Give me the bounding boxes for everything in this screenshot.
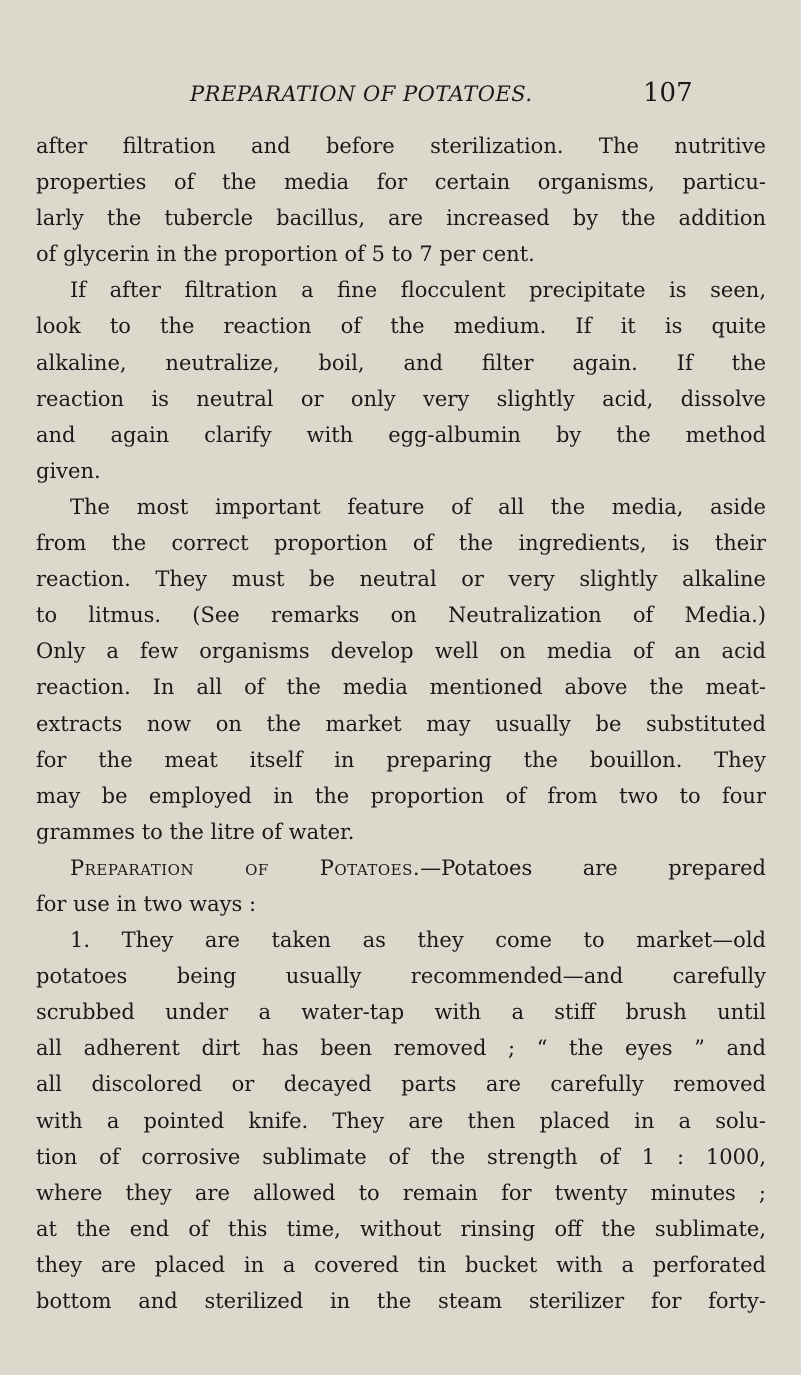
text-line: of glycerin in the proportion of 5 to 7 per cent. bbox=[36, 242, 535, 267]
running-title: PREPARATION OF POTATOES. bbox=[190, 82, 533, 106]
text-line: If after filtration a fine flocculent precipitate is seen, bbox=[70, 278, 766, 303]
text-line: tion of corrosive sublimate of the strength of 1 : 1000, bbox=[36, 1144, 766, 1169]
text-line: 1. They are taken as they come to market—old bbox=[70, 928, 766, 953]
text-line: with a pointed knife. They are then placed in a solu- bbox=[36, 1108, 766, 1133]
text-line: extracts now on the market may usually be substituted bbox=[36, 711, 766, 736]
text-line: reaction is neutral or only very slightly acid, dissolve bbox=[36, 386, 766, 411]
text-line: potatoes being usually recommended—and carefully bbox=[36, 964, 766, 989]
page-header bbox=[0, 78, 801, 118]
text-line: The most important feature of all the media, aside bbox=[70, 494, 766, 519]
text-line: to litmus. (See remarks on Neutralization of Media.) bbox=[36, 603, 766, 628]
text-line: look to the reaction of the medium. If it is quite bbox=[36, 314, 766, 339]
section-heading: Preparation of Potatoes. bbox=[70, 855, 421, 880]
text-line: where they are allowed to remain for twenty minutes ; bbox=[36, 1180, 766, 1205]
text-line: grammes to the litre of water. bbox=[36, 819, 355, 844]
text-line: after filtration and before sterilization. The nutritive bbox=[36, 134, 766, 158]
body-text bbox=[36, 128, 766, 1319]
text-line: properties of the media for certain organisms, particu- bbox=[36, 170, 766, 195]
text-line: at the end of this time, without rinsing off the sublimate, bbox=[36, 1216, 766, 1241]
text-line: and again clarify with egg-albumin by the method bbox=[36, 422, 766, 447]
text-line: reaction. In all of the media mentioned above the meat- bbox=[36, 675, 766, 700]
text-line: for the meat itself in preparing the bouillon. They bbox=[36, 747, 766, 772]
text-line: from the correct proportion of the ingredients, is their bbox=[36, 531, 766, 556]
text-line: all adherent dirt has been removed ; “ the eyes ” and bbox=[36, 1036, 766, 1061]
section-heading-continuation: —Potatoes are prepared bbox=[420, 855, 766, 880]
text-line: they are placed in a covered tin bucket with a perforated bbox=[36, 1252, 766, 1277]
text-line: alkaline, neutralize, boil, and filter again. If the bbox=[36, 350, 766, 375]
text-line: for use in two ways : bbox=[36, 891, 257, 916]
text-line: bottom and sterilized in the steam sterilizer for forty- bbox=[36, 1289, 766, 1313]
text-line: reaction. They must be neutral or very slightly alkaline bbox=[36, 567, 766, 592]
page-number: 107 bbox=[643, 78, 693, 108]
text-line: larly the tubercle bacillus, are increased by the addition bbox=[36, 206, 766, 231]
text-line: all discolored or decayed parts are carefully removed bbox=[36, 1072, 766, 1097]
text-line: scrubbed under a water-tap with a stiff brush until bbox=[36, 1000, 766, 1025]
text-line: may be employed in the proportion of from two to four bbox=[36, 783, 766, 808]
section-heading-line bbox=[36, 850, 766, 886]
text-line: Only a few organisms develop well on media of an acid bbox=[36, 639, 766, 664]
text-line: given. bbox=[36, 458, 101, 483]
